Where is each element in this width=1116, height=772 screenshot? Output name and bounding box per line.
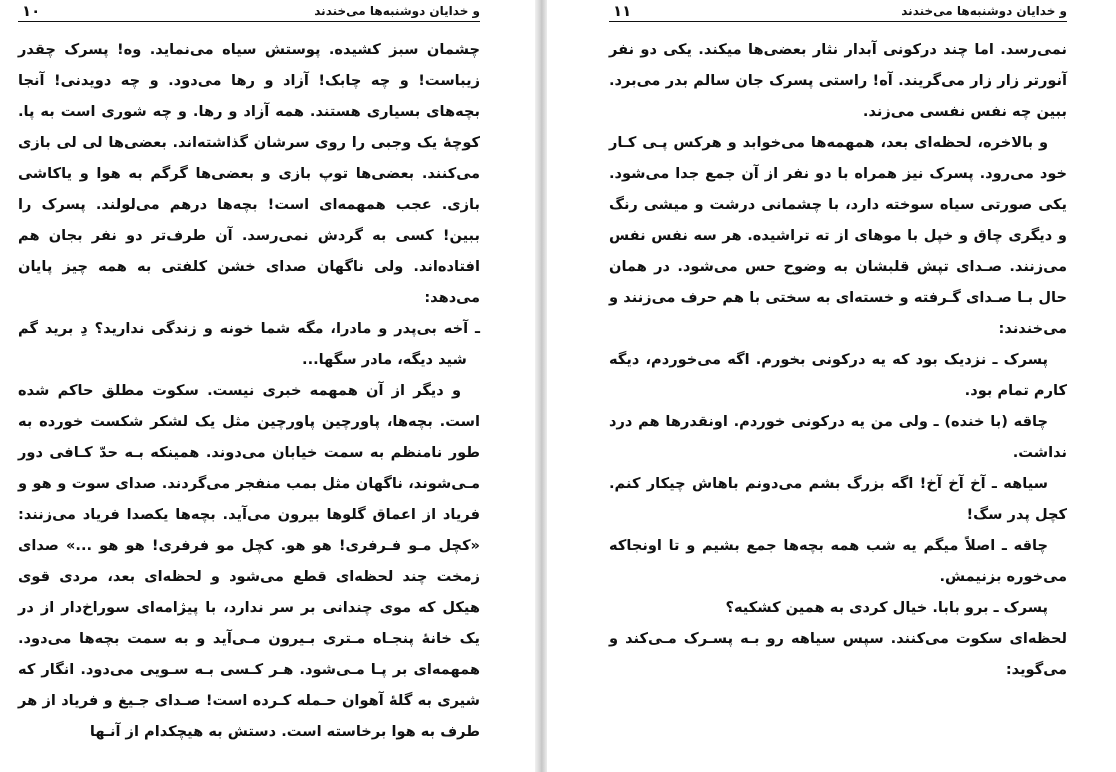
- running-head: [18, 3, 480, 22]
- paragraph: چشمان سبز کشیده. پوستش سیاه می‌نماید. وه! پسرک چقدر زیباست! و چه چابک! آزاد و رها می‌دود. و چه دویدنی! آنجا بچه‌های بسیاری هستند. همه آزاد و رها. و چه شوری است به پا. کوچهٔ یک وجبی را روی سرشان گذاشته‌اند. بعضی‌ها لی لی بازی می‌کنند. بعضی‌ها توپ بازی و بعضی‌ها گرگم به هوا و یاکاشی بازی. عجب همهمه‌ای است! بچه‌ها درهم می‌لولند. پسرک را ببین! کسی به گردش نمی‌رسد. آن طرف‌تر دو نفر بجان هم افتاده‌اند. ولی ناگهان صدای خشن کلفتی به همه چیز پایان می‌دهد:: [18, 41, 480, 306]
- paragraph: و بالاخره، لحظه‌ای بعد، همهمه‌ها می‌خوابد و هرکس پـی کـار خود می‌رود. پسرک نیز همراه با دو نفر از آن جمع جدا می‌شود. یکی صورتی سیاه سوخته دارد، با چشمانی درشت و میشی رنگ و دیگری چاق و خپل با موهای از ته تراشیده. هر سه نفس نفس می‌زنند. صـدای تپش قلبشان به وضوح حس می‌شود. در همان حال بـا صـدای گـرفته و خسته‌ای به سختی با هم حرف می‌زنند و می‌خندند:: [609, 134, 1067, 337]
- running-head-title: و خدایان دوشنبه‌ها می‌خندند: [314, 4, 480, 18]
- paragraph: ـ آخه بی‌پدر و مادرا، مگه شما خونه و زندگی ندارید؟ دِ برید گم شید دیگه، مادر سگها...: [18, 320, 480, 368]
- running-head: [609, 3, 1067, 22]
- running-head-title: و خدایان دوشنبه‌ها می‌خندند: [901, 4, 1067, 18]
- paragraph: نمی‌رسد. اما چند درکونی آبدار نثار بعضی‌ها میکند. یکی دو نفر آنورتر زار زار می‌گریند. آه! راستی پسرک جان سالم بدر می‌برد. ببین چه نفس نفسی می‌زند.: [609, 41, 1067, 120]
- paragraph: لحظه‌ای سکوت می‌کنند. سپس سیاهه رو بـه پسـرک مـی‌کند و می‌گوید:: [609, 630, 1067, 678]
- paragraph: چاقه ـ اصلاً میگم یه شب همه بچه‌ها جمع بشیم و تا اونجاکه می‌خوره بزنیمش.: [609, 537, 1067, 585]
- page-body: [18, 34, 480, 747]
- paragraph: سیاهه ـ آخ آخ آخ! اگه بزرگ بشم می‌دونم باهاش چیکار کنم. کچل پدر سگ!: [609, 475, 1067, 523]
- book-gutter: [535, 0, 547, 772]
- right-page: [547, 0, 1116, 772]
- paragraph: پسرک ـ برو بابا. خیال کردی به همین کشکیه؟: [725, 599, 1049, 616]
- page-body: [609, 34, 1067, 685]
- page-number: ۱۰: [22, 2, 41, 20]
- paragraph: پسرک ـ نزدیک بود که یه درکونی بخورم. اگه می‌خوردم، دیگه کارم تمام بود.: [609, 351, 1067, 399]
- page-number: ۱۱: [613, 2, 632, 20]
- paragraph: چاقه (با خنده) ـ ولی من یه درکونی خوردم. اونقدرها هم درد نداشت.: [609, 413, 1067, 461]
- left-page: [0, 0, 535, 772]
- paragraph: و دیگر از آن همهمه خبری نیست. سکوت مطلق حاکم شده است. بچه‌ها، پاورچین پاورچین مثل یک لشکر شکست خورده به طور نامنظم به سمت خیابان می‌دوند. همینکه بـه حدّ کـافی دور مـی‌شوند، ناگهان مثل بمب منفجر می‌گردند. صدای سوت و هو و فریاد از اعماق گلوها بیرون می‌آید. بچه‌ها یکصدا فریاد می‌زنند: «کچل مـو فـرفری! هو هو. کچل مو فرفری! هو هو ...» صدای زمخت چند لحظه‌ای قطع می‌شود و لحظه‌ای بعد، مردی قوی هیکل که موی چندانی بر سر ندارد، با پیژامه‌ای سوراخ‌دار از در یک خانهٔ پنجـاه مـتری بـیرون مـی‌آید و به سمت بچه‌ها می‌دود. همهمه‌ای بر پـا مـی‌شود. هـر کـسی بـه سـویی می‌دود. انگار که شیری به گلهٔ آهوان حـمله کـرده است! صـدای جـیغ و فریاد از هر طرف به هوا برخاسته است. دستش به هیچکدام از آنـها: [18, 382, 480, 740]
